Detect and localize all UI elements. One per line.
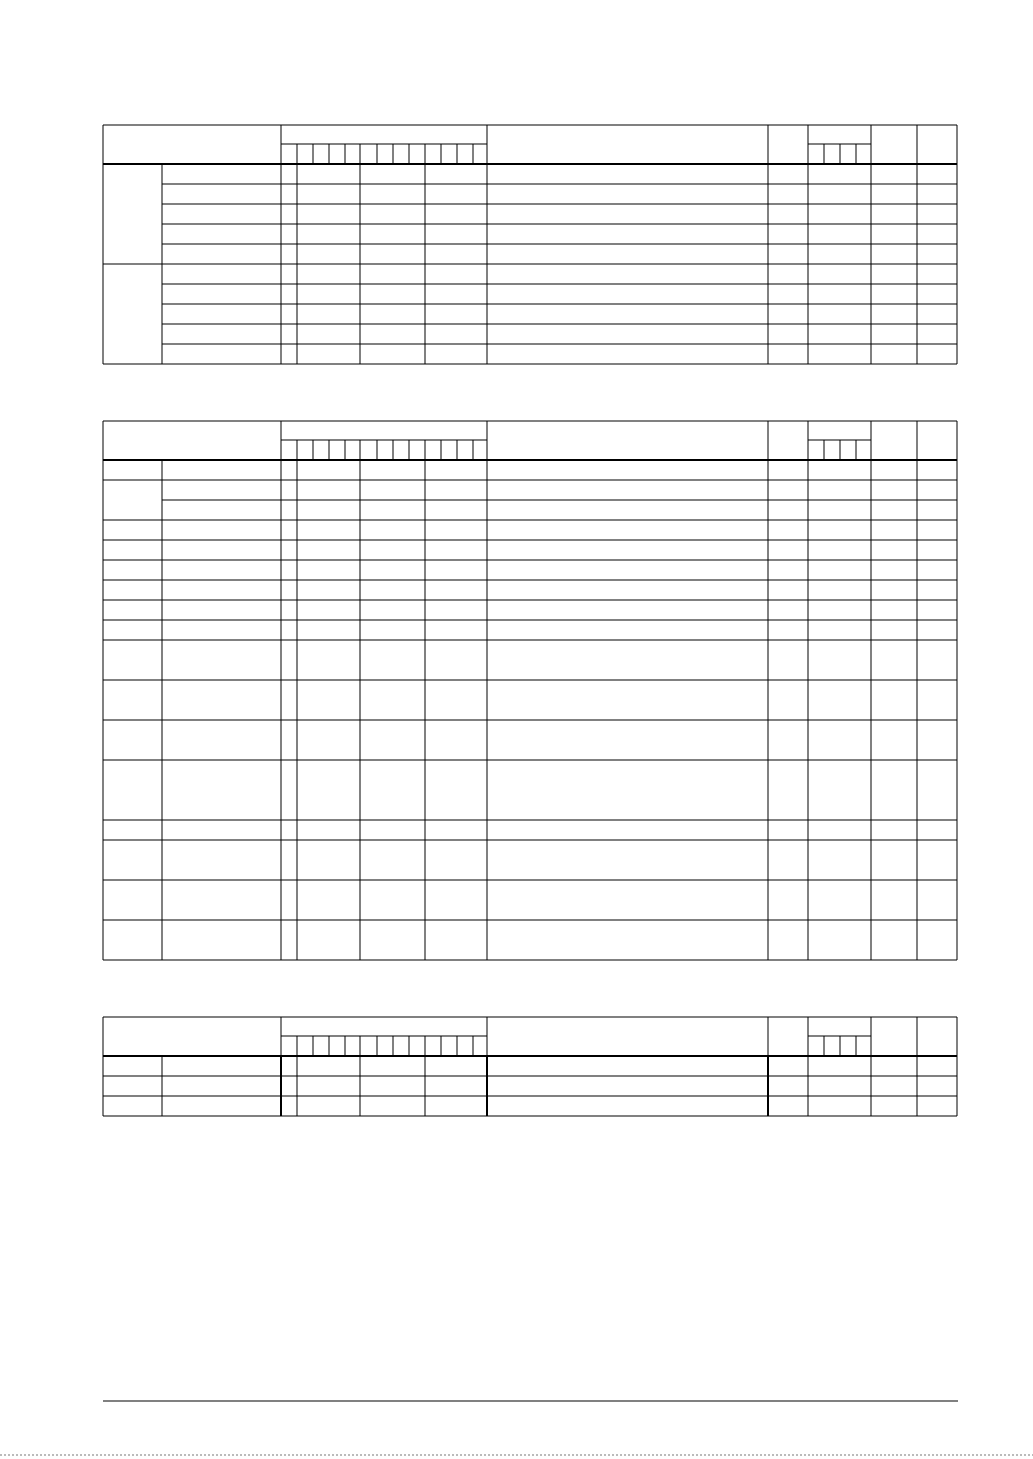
register-table-3 — [103, 1017, 957, 1116]
register-table-1 — [103, 125, 957, 364]
register-table-2 — [103, 421, 957, 960]
